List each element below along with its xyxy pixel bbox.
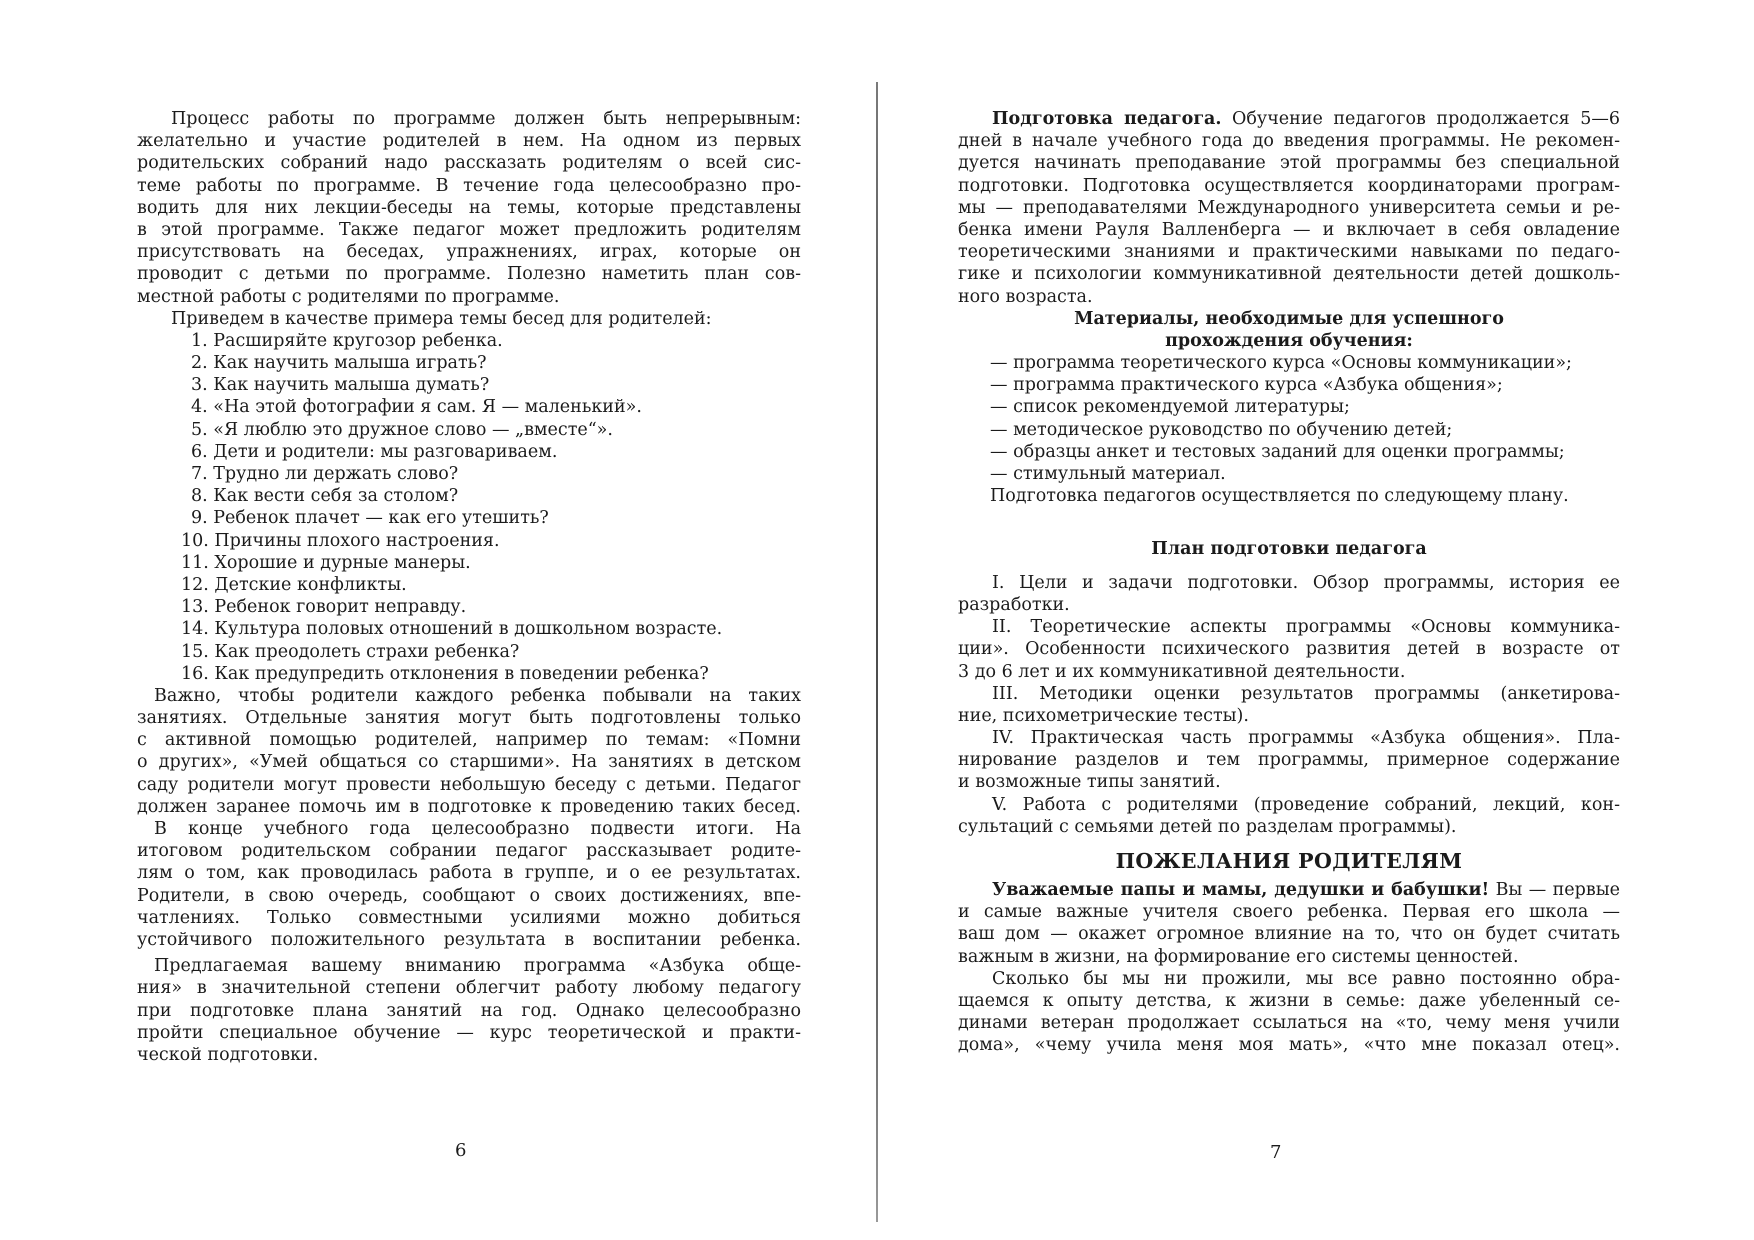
- right-page: [958, 108, 1620, 1057]
- list-item: 6. Дети и родители: мы разговариваем.: [191, 441, 558, 462]
- list-item: — программа теоретического курса «Основы коммуникации»;: [990, 353, 1572, 374]
- heading-line: прохождения обучения:: [1165, 330, 1413, 351]
- list-item: 10. Причины плохого настроения.: [181, 530, 500, 551]
- text-line: в этой программе. Также педагог может предложить родителям: [137, 219, 801, 240]
- text-line: должен заранее помочь им в подготовке к проведению таких бесед.: [137, 796, 801, 817]
- text-line: ние, психометрические тесты).: [958, 705, 1249, 726]
- text-line: II. Теоретические аспекты программы «Основы коммуника-: [992, 617, 1620, 638]
- text-line: и самые важные учителя своего ребенка. Первая его школа —: [958, 902, 1620, 923]
- text-line: 3 до 6 лет и их коммуникативной деятельности.: [958, 661, 1406, 682]
- text-line: о других», «Умей общаться со старшими». На занятиях в детском: [137, 752, 801, 773]
- lead-bold: Подготовка педагога.: [992, 109, 1222, 129]
- text-line: V. Работа с родителями (проведение собраний, лекций, кон-: [992, 794, 1620, 815]
- text-line: [958, 879, 1620, 901]
- text-line: III. Методики оценки результатов программы (анкетирова-: [992, 683, 1620, 704]
- list-item: 1. Расширяйте кругозор ребенка.: [191, 330, 503, 351]
- text-line: мы — преподавателями Международного университета семьи и ре-: [958, 197, 1620, 218]
- materials-list: [958, 352, 1620, 485]
- text-line: нирование разделов и тем программы, примерное содержание: [958, 750, 1620, 771]
- text-line: важным в жизни, на формирование его системы ценностей.: [958, 946, 1519, 967]
- text-line: Важно, чтобы родители каждого ребенка побывали на таких: [154, 685, 801, 706]
- text-line: [958, 108, 1620, 130]
- text-line: теме работы по программе. В течение года целесообразно про-: [137, 175, 801, 196]
- text-line: Сколько бы мы ни прожили, мы все равно постоянно обра-: [992, 968, 1620, 989]
- list-item: 4. «На этой фотографии я сам. Я — маленький».: [191, 397, 642, 418]
- list-item: 3. Как научить малыша думать?: [191, 375, 490, 396]
- text-line: водить для них лекции-беседы на темы, которые представлены: [137, 197, 801, 218]
- text-line: Родители, в свою очередь, сообщают о своих достижениях, впе-: [137, 885, 801, 906]
- text-line: при подготовке плана занятий на год. Однако целесообразно: [137, 1000, 801, 1021]
- text-line: дней в начале учебного года до введения программы. Не рекомен-: [958, 131, 1620, 152]
- list-item: 16. Как предупредить отклонения в поведении ребенка?: [181, 663, 709, 684]
- list-item: 7. Трудно ли держать слово?: [191, 464, 459, 484]
- paragraph-importance: [137, 685, 801, 818]
- text-line: проводит с детьми по программе. Полезно наметить план сов-: [137, 264, 801, 285]
- list-item: — программа практического курса «Азбука общения»;: [990, 375, 1503, 396]
- text-line: сультаций с семьями детей по разделам программы).: [958, 816, 1457, 837]
- text-line: динами ветеран продолжает ссылаться на «то, чему меня учили: [958, 1013, 1620, 1034]
- list-item: 2. Как научить малыша играть?: [191, 353, 487, 374]
- text-line: саду родители могут провести небольшую беседу с детьми. Педагог: [137, 774, 801, 795]
- text-line: ния» в значительной степени облегчит работу любому педагогу: [137, 978, 801, 999]
- text-run: Обучение педагогов продолжается 5—6: [1221, 109, 1620, 129]
- text-line: гике и психологии коммуникативной деятельности детей дошколь-: [958, 264, 1620, 285]
- text-line: с активной помощью родителей, например по темам: «Помни: [137, 730, 801, 751]
- list-item: 8. Как вести себя за столом?: [191, 486, 459, 507]
- heading-line: Материалы, необходимые для успешного: [1074, 308, 1504, 329]
- book-spine: [876, 82, 878, 1222]
- paragraph-wishes: [958, 879, 1620, 968]
- plan-intro: Подготовка педагогов осуществляется по следующему плану.: [990, 486, 1569, 507]
- list-item: 14. Культура половых отношений в дошкольном возрасте.: [181, 619, 723, 640]
- list-item: 12. Детские конфликты.: [181, 574, 407, 595]
- list-item: 9. Ребенок плачет — как его утешить?: [191, 508, 549, 529]
- paragraph-program: [137, 955, 801, 1066]
- page-number: 7: [1270, 1142, 1282, 1163]
- text-line: итоговом родительском собрании педагог рассказывает родите-: [137, 841, 801, 862]
- paragraph-teacher-training: [958, 108, 1620, 308]
- text-line: присутствовать на беседах, упражнениях, играх, которые он: [137, 242, 801, 263]
- materials-heading: [958, 308, 1620, 352]
- plan-list: [958, 572, 1620, 838]
- text-line: теоретическими знаниями и практическими навыками по педаго-: [958, 242, 1620, 263]
- text-line: лям о том, как проводилась работа в группе, и о ее результатах.: [137, 863, 801, 884]
- list-item: 11. Хорошие и дурные манеры.: [181, 552, 471, 573]
- text-line: дома», «чему учила меня моя мать», «что мне показал отец».: [958, 1035, 1620, 1056]
- list-item: — стимульный материал.: [990, 464, 1226, 484]
- list-item: 15. Как преодолеть страхи ребенка?: [181, 641, 520, 662]
- section-title: ПОЖЕЛАНИЯ РОДИТЕЛЯМ: [1115, 849, 1463, 873]
- topics-intro: Приведем в качестве примера темы бесед для родителей:: [171, 308, 712, 329]
- text-line: подготовки. Подготовка осуществляется координаторами програм-: [958, 175, 1620, 196]
- text-line: занятиях. Отдельные занятия могут быть подготовлены только: [137, 708, 801, 729]
- text-line: чатлениях. Только совместными усилиями можно добиться: [137, 907, 801, 928]
- list-item: — список рекомендуемой литературы;: [990, 397, 1350, 418]
- text-line: ции». Особенности психического развития детей в возрасте от: [958, 639, 1620, 660]
- text-line: В конце учебного года целесообразно подвести итоги. На: [154, 819, 801, 839]
- paragraph-year-end: [137, 818, 801, 951]
- list-item: 13. Ребенок говорит неправду.: [181, 597, 467, 618]
- list-item: — образцы анкет и тестовых заданий для оценки программы;: [990, 441, 1565, 462]
- topics-list: [137, 330, 801, 685]
- text-line: I. Цели и задачи подготовки. Обзор программы, история ее: [992, 572, 1620, 593]
- text-line: местной работы с родителями по программе.: [137, 286, 560, 307]
- list-item: 5. «Я люблю это дружное слово — „вместе“».: [191, 419, 613, 440]
- text-line: ческой подготовки.: [137, 1044, 319, 1065]
- left-page: [137, 108, 801, 1066]
- text-line: щаемся к опыту детства, к жизни в семье: даже убеленный се-: [958, 990, 1620, 1011]
- text-run: Вы — первые: [1489, 880, 1620, 900]
- text-line: ваш дом — окажет огромное влияние на то, что он будет считать: [958, 924, 1620, 945]
- page-number: 6: [455, 1140, 467, 1161]
- list-item: — методическое руководство по обучению детей;: [990, 419, 1453, 440]
- text-line: и возможные типы занятий.: [958, 772, 1221, 793]
- text-line: желательно и участие родителей в нем. На одном из первых: [137, 131, 801, 152]
- text-line: бенка имени Рауля Валленберга — и включает в себя овладение: [958, 219, 1620, 240]
- paragraph-parents-work: [137, 108, 801, 308]
- text-line: IV. Практическая часть программы «Азбука общения». Пла-: [992, 728, 1620, 749]
- text-line: пройти специальное обучение — курс теоретической и практи-: [137, 1022, 801, 1043]
- plan-heading: План подготовки педагога: [1151, 538, 1427, 559]
- lead-bold: Уважаемые папы и мамы, дедушки и бабушки!: [992, 880, 1490, 900]
- text-line: Процесс работы по программе должен быть непрерывным:: [171, 109, 801, 129]
- text-line: дуется начинать преподавание этой программы без специальной: [958, 153, 1620, 174]
- paragraph-childhood: [958, 968, 1620, 1057]
- text-line: устойчивого положительного результата в воспитании ребенка.: [137, 929, 801, 950]
- text-line: родительских собраний надо рассказать родителям о всей сис-: [137, 153, 801, 174]
- text-line: Предлагаемая вашему вниманию программа «Азбука обще-: [154, 956, 801, 977]
- text-line: ного возраста.: [958, 286, 1093, 307]
- text-line: разработки.: [958, 594, 1070, 615]
